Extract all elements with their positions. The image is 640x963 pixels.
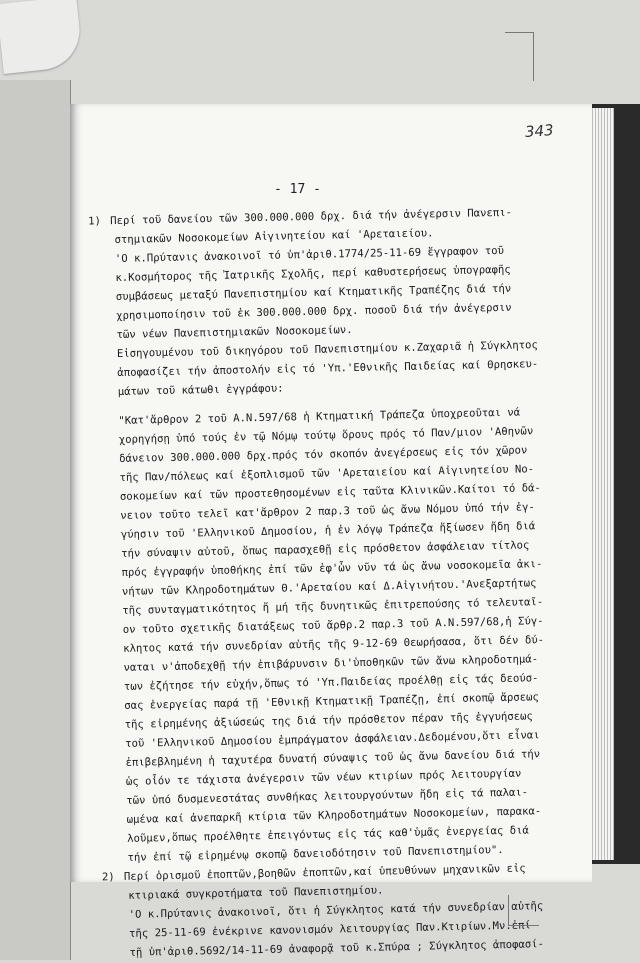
left-page-edge	[0, 80, 71, 960]
item-1-line: στημιακῶν Νοσοκομείων Αἰγινητείου καί 'Αρεταιείου.	[114, 227, 434, 246]
quote-line: "Κατ'ἄρθρον 2 τοῦ Α.Ν.597/68 ἡ Κτηματική Τράπεζα ὑποχρεοῦται νά	[118, 406, 521, 427]
quote-line: τῆς συνταγματικότητος ἤ μή τῆς δυνητικῶς ἐπιτρεπούσης τό τελευταῖ-	[122, 596, 544, 617]
quote-line: νειον τοῦτο τελεῖ κατ'ἄρθρον 2 παρ.3 τοῦ ὡς ἄνω Νόμου ὑπό τήν ἐγ-	[120, 501, 535, 522]
quote-line: τήν σύναψιν αὐτοῦ, ὅπως παρασχεθῇ εἰς πρόσθετον ἀσφάλειαν τίτλος	[121, 539, 530, 560]
item-1-line: Εἰσηγουμένου τοῦ δικηγόρου τοῦ Πανεπιστημίου κ.Ζαχαριᾶ ἡ Σύγκλητος	[116, 339, 538, 360]
quote-line: των ἐζήτησε τήν εὐχήν,ὅπως τό 'Υπ.Παιδείας προέλθῃ εἰς τάς δεούσ-	[123, 672, 539, 693]
item-1-first-line: 1) Περί τοῦ δανείου τῶν 300.000.000 δρχ. διά τήν ἀνέγερσιν Πανεπι-	[114, 202, 586, 231]
quote-line: γύησιν τοῦ 'Ελληνικοῦ Δημοσίου, ἡ ἐν λόγῳ Τράπεζα ἤξίωσεν ἤδη διά	[120, 520, 536, 541]
page-number: - 17 -	[274, 182, 321, 197]
item-2-first-line: 2) Περί ὁρισμοῦ ἐποπτῶν,βοηθῶν ἐποπτῶν,καί ὑπευθύνων μηχανικῶν εἰς	[128, 858, 600, 887]
item-1-line: χρησιμοποίησιν τοῦ ἐκ 300.000.000 δρχ. ποσοῦ διά τήν ἀνέγερσιν	[116, 301, 512, 322]
quote-line: τήν ἐπί τῷ εἰρημένῳ σκοπῷ δανειοδότησιν τοῦ Πανεπιστημίου".	[127, 843, 504, 864]
quote-line: τῆς εἰρημένης ἀξιώσεώς της διά τήν πρόσθετον πέραν τῆς ἐγγυήσεως	[124, 710, 533, 731]
item-2-line: τῆς 25-11-69 ἐνέκρινε κανονισμόν λειτουργίας Παν.Κτιρίων.Μν.ἐπί	[128, 919, 531, 940]
quote-line: δάνειον 300.000.000 δρχ.πρός τόν σκοπόν ἀνεγέρσεως εἰς τόν χῶρον	[119, 444, 528, 465]
item-1-line: κ.Κοσμήτορος τῆς Ἰατρικῆς Σχολῆς, περί καθυστερήσεως ὑπογραφῆς	[115, 263, 511, 284]
item-1	[88, 202, 590, 402]
quote-line: ωμένα καί ἀνεπαρκῆ κτίρια τῶν Κληροδοτημάτων Νοσοκομείων, παρακα-	[126, 805, 542, 826]
item-2-number: 2)	[101, 871, 115, 884]
item-2-line: τῇ ὑπ'ἀριθ.5692/14-11-69 ἀναφορᾷ τοῦ κ.Σπύρα ; Σύγκλητος ἀποφασί-	[129, 938, 545, 959]
item-1-line: μάτων τοῦ κάτωθι ἐγγράφου:	[117, 382, 284, 398]
quote-line: χορηγήσῃ ὑπό τούς ἐν τῷ Νόμῳ τούτῳ ὅρους πρός τό Παν/μιον 'Αθηνῶν	[118, 425, 534, 446]
quote-line: λοῦμεν,ὅπως προέλθητε ἐπειγόντως εἰς τάς καθ'ὑμᾶς ἐνεργείας διά	[127, 824, 529, 845]
quote-line: πρός ἐγγραφήν ὑποθήκης ἐπί τῶν ἐφ'ὧν νῦν τά ὡς ἄνω νοσοκομεῖα ἀκι-	[121, 558, 543, 579]
quote-line: ναται ν'ἀποδεχθῇ τήν ἐπιβάρυνσιν δι'ὑποθηκῶν τῶν ἄνω κληροδοτημά-	[123, 653, 539, 674]
item-1-line: 'Ο κ.Πρύτανις ἀνακοινοῖ τό ὑπ'ἀριθ.1774/25-11-69 ἔγγραφον τοῦ	[114, 244, 505, 265]
quote-line: τῶν ὑπό δυσμενεστάτας συνθήκας λειτουργούντων ἤδη εἰς τά παλαι-	[126, 786, 529, 807]
item-2-line: 'Ο κ.Πρύτανις ἀνακοινοῖ, ὅτι ἡ Σύγκλητος κατά τήν συνεδρίαν αὐτῆς	[128, 900, 544, 921]
quote-line: σας ἐνεργείας παρά τῇ 'Εθνικῇ Κτηματικῇ Τραπέζῃ, ἐπί σκοπῷ ἄρσεως	[124, 691, 539, 712]
item-1-number: 1)	[88, 215, 102, 228]
item-1-line: ἀποφασίζει τήν ἀποστολήν εἰς τό 'Υπ.'Εθνικῆς Παιδείας καί Θρησκευ-	[117, 358, 539, 379]
item-2-line: κτιριακά συγκροτήματα τοῦ Πανεπιστημίου.	[128, 884, 384, 902]
quote-line: κλητος κατά τήν συνεδρίαν αὐτῆς τῆς 9-12-69 Θεωρήσασα, ὅτι δέν δύ-	[123, 634, 545, 655]
quote-line: τοῦ 'Ελληνικοῦ Δημοσίου ἐμπράγματον ἀσφάλειαν.Δεδομένου,ὅτι εἶναι	[125, 729, 540, 750]
quote-line: τῆς Παν/πόλεως καί ἐξοπλισμοῦ τῶν 'Αρεταιείου καί Αἰγινητείου Νο-	[119, 463, 535, 484]
handwritten-folio-number: 343	[524, 121, 555, 141]
quote-line: σοκομείων καί τῶν προστεθησομένων εἰς ταῦτα Κλινικῶν.Καίτοι τό δά-	[119, 482, 541, 503]
item-1-line: συμβάσεως μεταξύ Πανεπιστημίου καί Κτηματικῆς Τραπέζης διά τήν	[115, 282, 512, 303]
crop-mark-top	[505, 32, 534, 81]
quote-line: ἐπιβεβλημένη ἡ ταχυτέρα δυνατή σύναψις τοῦ ὡς ἄνω δανείου διά τήν	[125, 748, 541, 769]
document-page	[70, 104, 592, 959]
item-1-line: τῶν νέων Πανεπιστημιακῶν Νοσοκομείων.	[116, 324, 353, 341]
quoted-letter	[118, 402, 599, 868]
quote-line: ον τοῦτο σχετικῆς διατάξεως τοῦ ἄρθρ.2 παρ.3 τοῦ Α.Ν.597/68,ἡ Σύγ-	[122, 615, 544, 636]
quote-line: νήτων τῶν Κληροδοτημάτων Θ.'Αρεταίου καί Δ.Αἰγινήτου.'Ανεξαρτήτως	[121, 577, 537, 598]
page-body	[88, 202, 602, 963]
paper-corner-flap	[0, 0, 83, 74]
crop-mark-bottom	[508, 895, 539, 926]
quote-line: ὡς οἷόν τε τάχιστα ἀνέγερσιν τῶν νέων κτιρίων πρός λειτουργίαν	[125, 767, 522, 788]
